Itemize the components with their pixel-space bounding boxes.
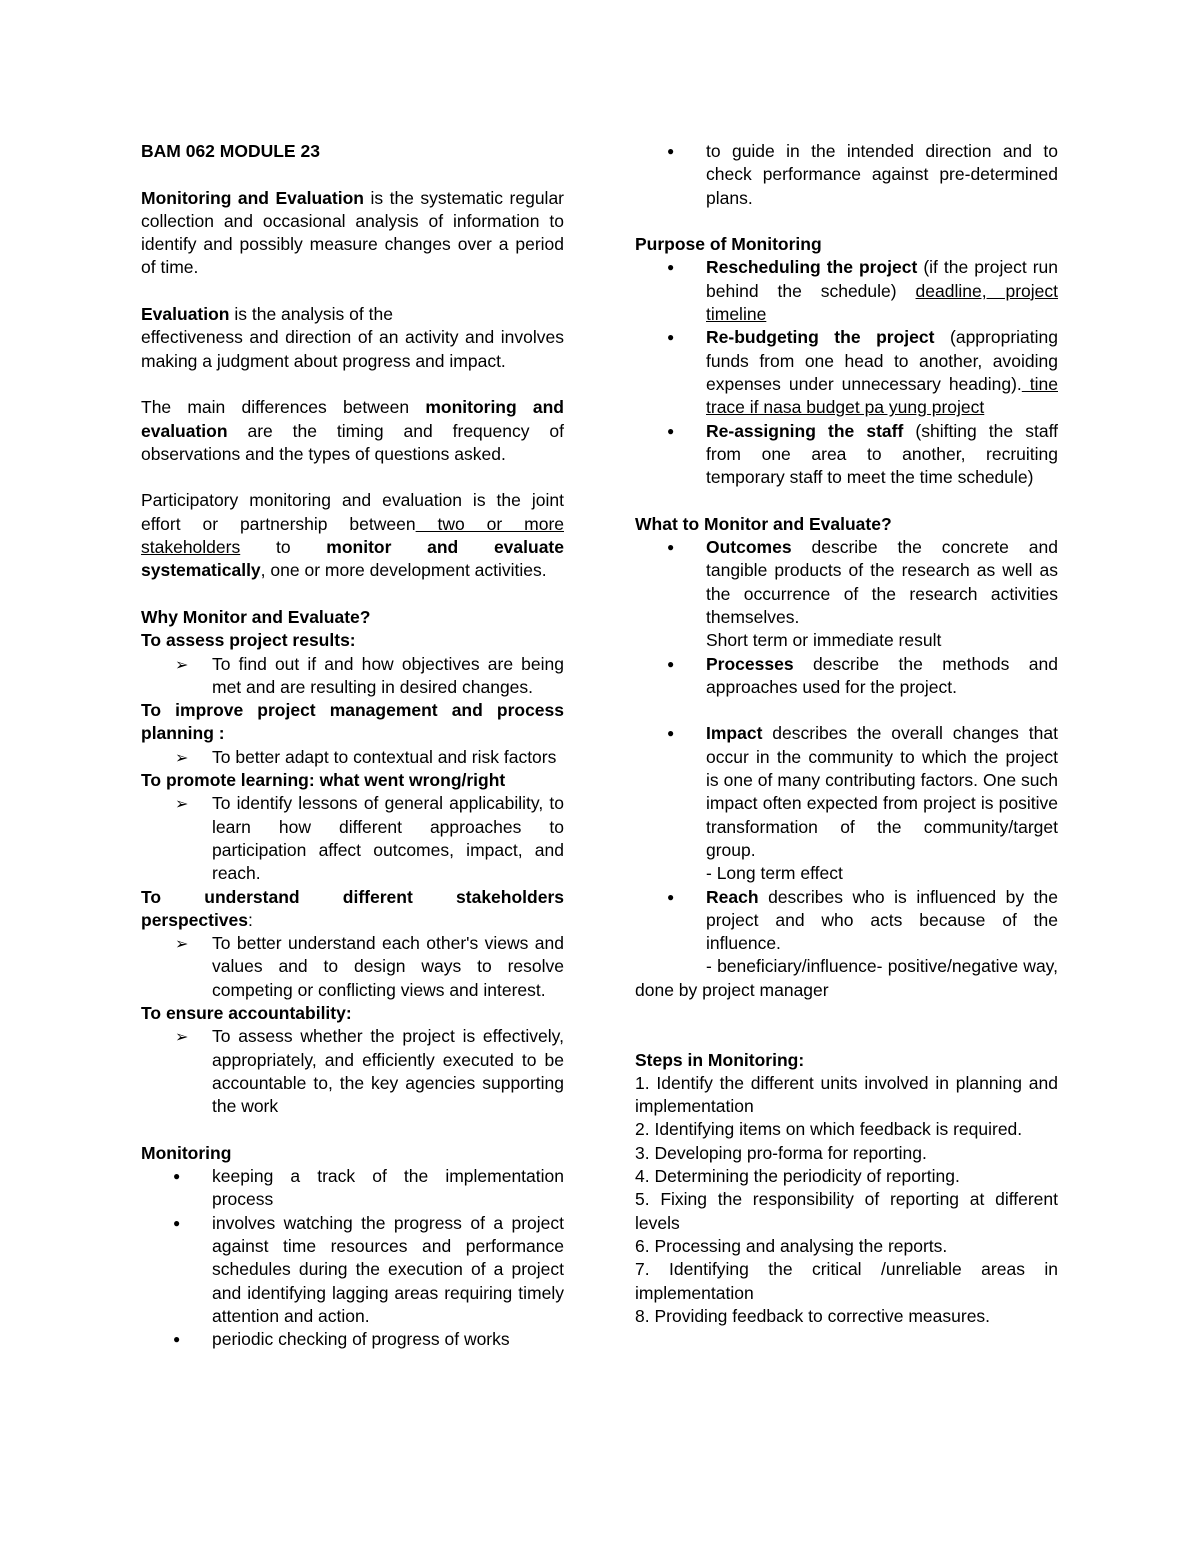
resched-underline: deadline, project timeline bbox=[706, 280, 1059, 325]
list-item bbox=[635, 256, 1058, 326]
list-item: 3. Developing pro-forma for reporting. bbox=[635, 1142, 927, 1163]
resched-text: (if the project run behind the schedule) bbox=[706, 257, 1059, 301]
list-item: 6. Processing and analysing the reports. bbox=[635, 1235, 948, 1256]
right-column bbox=[635, 140, 1058, 1328]
resched-bold: Rescheduling the project bbox=[706, 257, 918, 278]
list-item bbox=[635, 653, 1058, 700]
diff-text-2: are the timing and frequency of observations and the types of questions asked. bbox=[141, 420, 564, 464]
stakeholders-list bbox=[141, 932, 564, 1002]
me-definition bbox=[141, 187, 564, 280]
impact-note: - Long term effect bbox=[706, 863, 843, 884]
outcomes-note: Short term or immediate result bbox=[706, 630, 942, 651]
reassign-bold: Re-assigning the staff bbox=[706, 420, 904, 441]
processes-bold: Processes bbox=[706, 653, 794, 674]
impact-bold: Impact bbox=[706, 723, 763, 744]
outcomes-text: describe the concrete and tangible products of the research as well as the occurrence of the research activities themselves. bbox=[706, 537, 1058, 627]
list-item bbox=[635, 886, 1058, 956]
monitoring-heading: Monitoring bbox=[141, 1142, 232, 1163]
what-list-4 bbox=[635, 886, 1058, 956]
what-list-2 bbox=[635, 653, 1058, 700]
improve-heading: To improve project management and process planning : bbox=[141, 700, 564, 744]
differences-paragraph bbox=[141, 396, 564, 466]
list-item: 1. Identify the different units involved in planning and implementation bbox=[635, 1072, 1058, 1117]
participatory-paragraph bbox=[141, 489, 564, 582]
monitoring-list bbox=[141, 1165, 564, 1351]
what-list bbox=[635, 536, 1058, 629]
purpose-list bbox=[635, 256, 1058, 489]
me-def-text: is the systematic regular collection and occasional analysis of information to identify and possibly measure changes over a period of time. bbox=[141, 187, 565, 278]
list-item: ➢ To find out if and how objectives are being met and are resulting in desired changes. bbox=[141, 653, 564, 700]
impact-text: describes the overall changes that occur in the community to which the project is one of many contributing factors. One such impact often expected from project is positive transformation of the community/target group. bbox=[706, 723, 1058, 860]
part-bold: monitor and evaluate systematically bbox=[141, 537, 564, 581]
list-item: 5. Fixing the responsibility of reporting at different levels bbox=[635, 1189, 1058, 1233]
rebudget-underline: tine trace if nasa budget pa yung project bbox=[706, 373, 1058, 418]
steps-list bbox=[635, 1072, 1058, 1328]
list-item: ● to guide in the intended direction and to check performance against pre-determined plans. bbox=[635, 140, 1058, 210]
assess-heading: To assess project results: bbox=[141, 630, 356, 651]
part-text-3: , one or more development activities. bbox=[260, 560, 547, 581]
learning-list bbox=[141, 792, 564, 885]
diff-bold: monitoring and evaluation bbox=[141, 397, 564, 441]
rebudget-bold: Re-budgeting the project bbox=[706, 327, 935, 348]
stakeholders-heading bbox=[141, 886, 564, 933]
steps-heading: Steps in Monitoring: bbox=[635, 1049, 805, 1070]
document-title: BAM 062 MODULE 23 bbox=[141, 141, 320, 161]
list-item: ● keeping a track of the implementation process bbox=[141, 1165, 564, 1212]
list-item: 2. Identifying items on which feedback is required. bbox=[635, 1119, 1023, 1140]
eval-def-text-1: is the analysis of the bbox=[229, 304, 393, 325]
eval-definition-line2: effectiveness and direction of an activity and involves making a judgment about progress and impact. bbox=[141, 327, 564, 371]
list-item: ● periodic checking of progress of works bbox=[141, 1328, 564, 1351]
what-list-3 bbox=[635, 722, 1058, 862]
purpose-heading: Purpose of Monitoring bbox=[635, 234, 822, 255]
outcomes-bold: Outcomes bbox=[706, 537, 792, 558]
eval-definition-line1 bbox=[141, 303, 564, 326]
reach-bold: Reach bbox=[706, 886, 759, 907]
accountability-heading: To ensure accountability: bbox=[141, 1002, 352, 1023]
eval-term: Evaluation bbox=[141, 304, 230, 325]
reassign-text: (shifting the staff from one area to another, recruiting temporary staff to meet the time schedule) bbox=[706, 420, 1058, 488]
assess-list bbox=[141, 653, 564, 700]
accountability-list bbox=[141, 1025, 564, 1118]
list-item: ● involves watching the progress of a project against time resources and performance schedules during the execution of a project and identifying lagging areas requiring timely attention and action. bbox=[141, 1212, 564, 1328]
stake-colon: : bbox=[248, 909, 253, 930]
reach-text: describes who is influenced by the project and who acts because of the influence. bbox=[706, 886, 1058, 954]
list-item: 4. Determining the periodicity of reporting. bbox=[635, 1166, 960, 1187]
why-heading: Why Monitor and Evaluate? bbox=[141, 606, 371, 627]
monitoring-list-continued bbox=[635, 140, 1058, 210]
part-underline: two or more stakeholders bbox=[141, 513, 564, 558]
list-item: 7. Identifying the critical /unreliable areas in implementation bbox=[635, 1259, 1058, 1303]
list-item: ➢ To better adapt to contextual and risk factors bbox=[141, 746, 564, 769]
learning-heading: To promote learning: what went wrong/right bbox=[141, 770, 506, 791]
list-item bbox=[635, 326, 1058, 419]
list-item: ➢ To identify lessons of general applicability, to learn how different approaches to participation affect outcomes, impact, and reach. bbox=[141, 792, 564, 885]
me-term: Monitoring and Evaluation bbox=[141, 187, 364, 208]
list-item: ➢ To assess whether the project is effectively, appropriately, and efficiently executed to be accountable to, the key agencies supporting the work bbox=[141, 1025, 564, 1118]
stake-heading-text: To understand different stakeholders perspectives bbox=[141, 886, 564, 930]
part-text-2: to bbox=[240, 537, 327, 558]
list-item: ➢ To better understand each other's views and values and to design ways to resolve competing or conflicting views and interest. bbox=[141, 932, 564, 1002]
what-heading: What to Monitor and Evaluate? bbox=[635, 513, 892, 534]
diff-text-1: The main differences between bbox=[141, 397, 426, 418]
list-item bbox=[635, 536, 1058, 629]
improve-list bbox=[141, 746, 564, 769]
list-item: 8. Providing feedback to corrective measures. bbox=[635, 1305, 991, 1326]
list-item bbox=[635, 420, 1058, 490]
part-text-1: Participatory monitoring and evaluation is the joint effort or partnership between bbox=[141, 490, 564, 534]
reach-note: - beneficiary/influence- positive/negative way, done by project manager bbox=[635, 956, 1058, 1000]
processes-text: describe the methods and approaches used for the project. bbox=[706, 653, 1058, 697]
rebudget-text: (appropriating funds from one head to another, avoiding expenses under unnecessary heading). bbox=[706, 327, 1058, 394]
left-column bbox=[141, 140, 564, 1351]
list-item bbox=[635, 722, 1058, 862]
